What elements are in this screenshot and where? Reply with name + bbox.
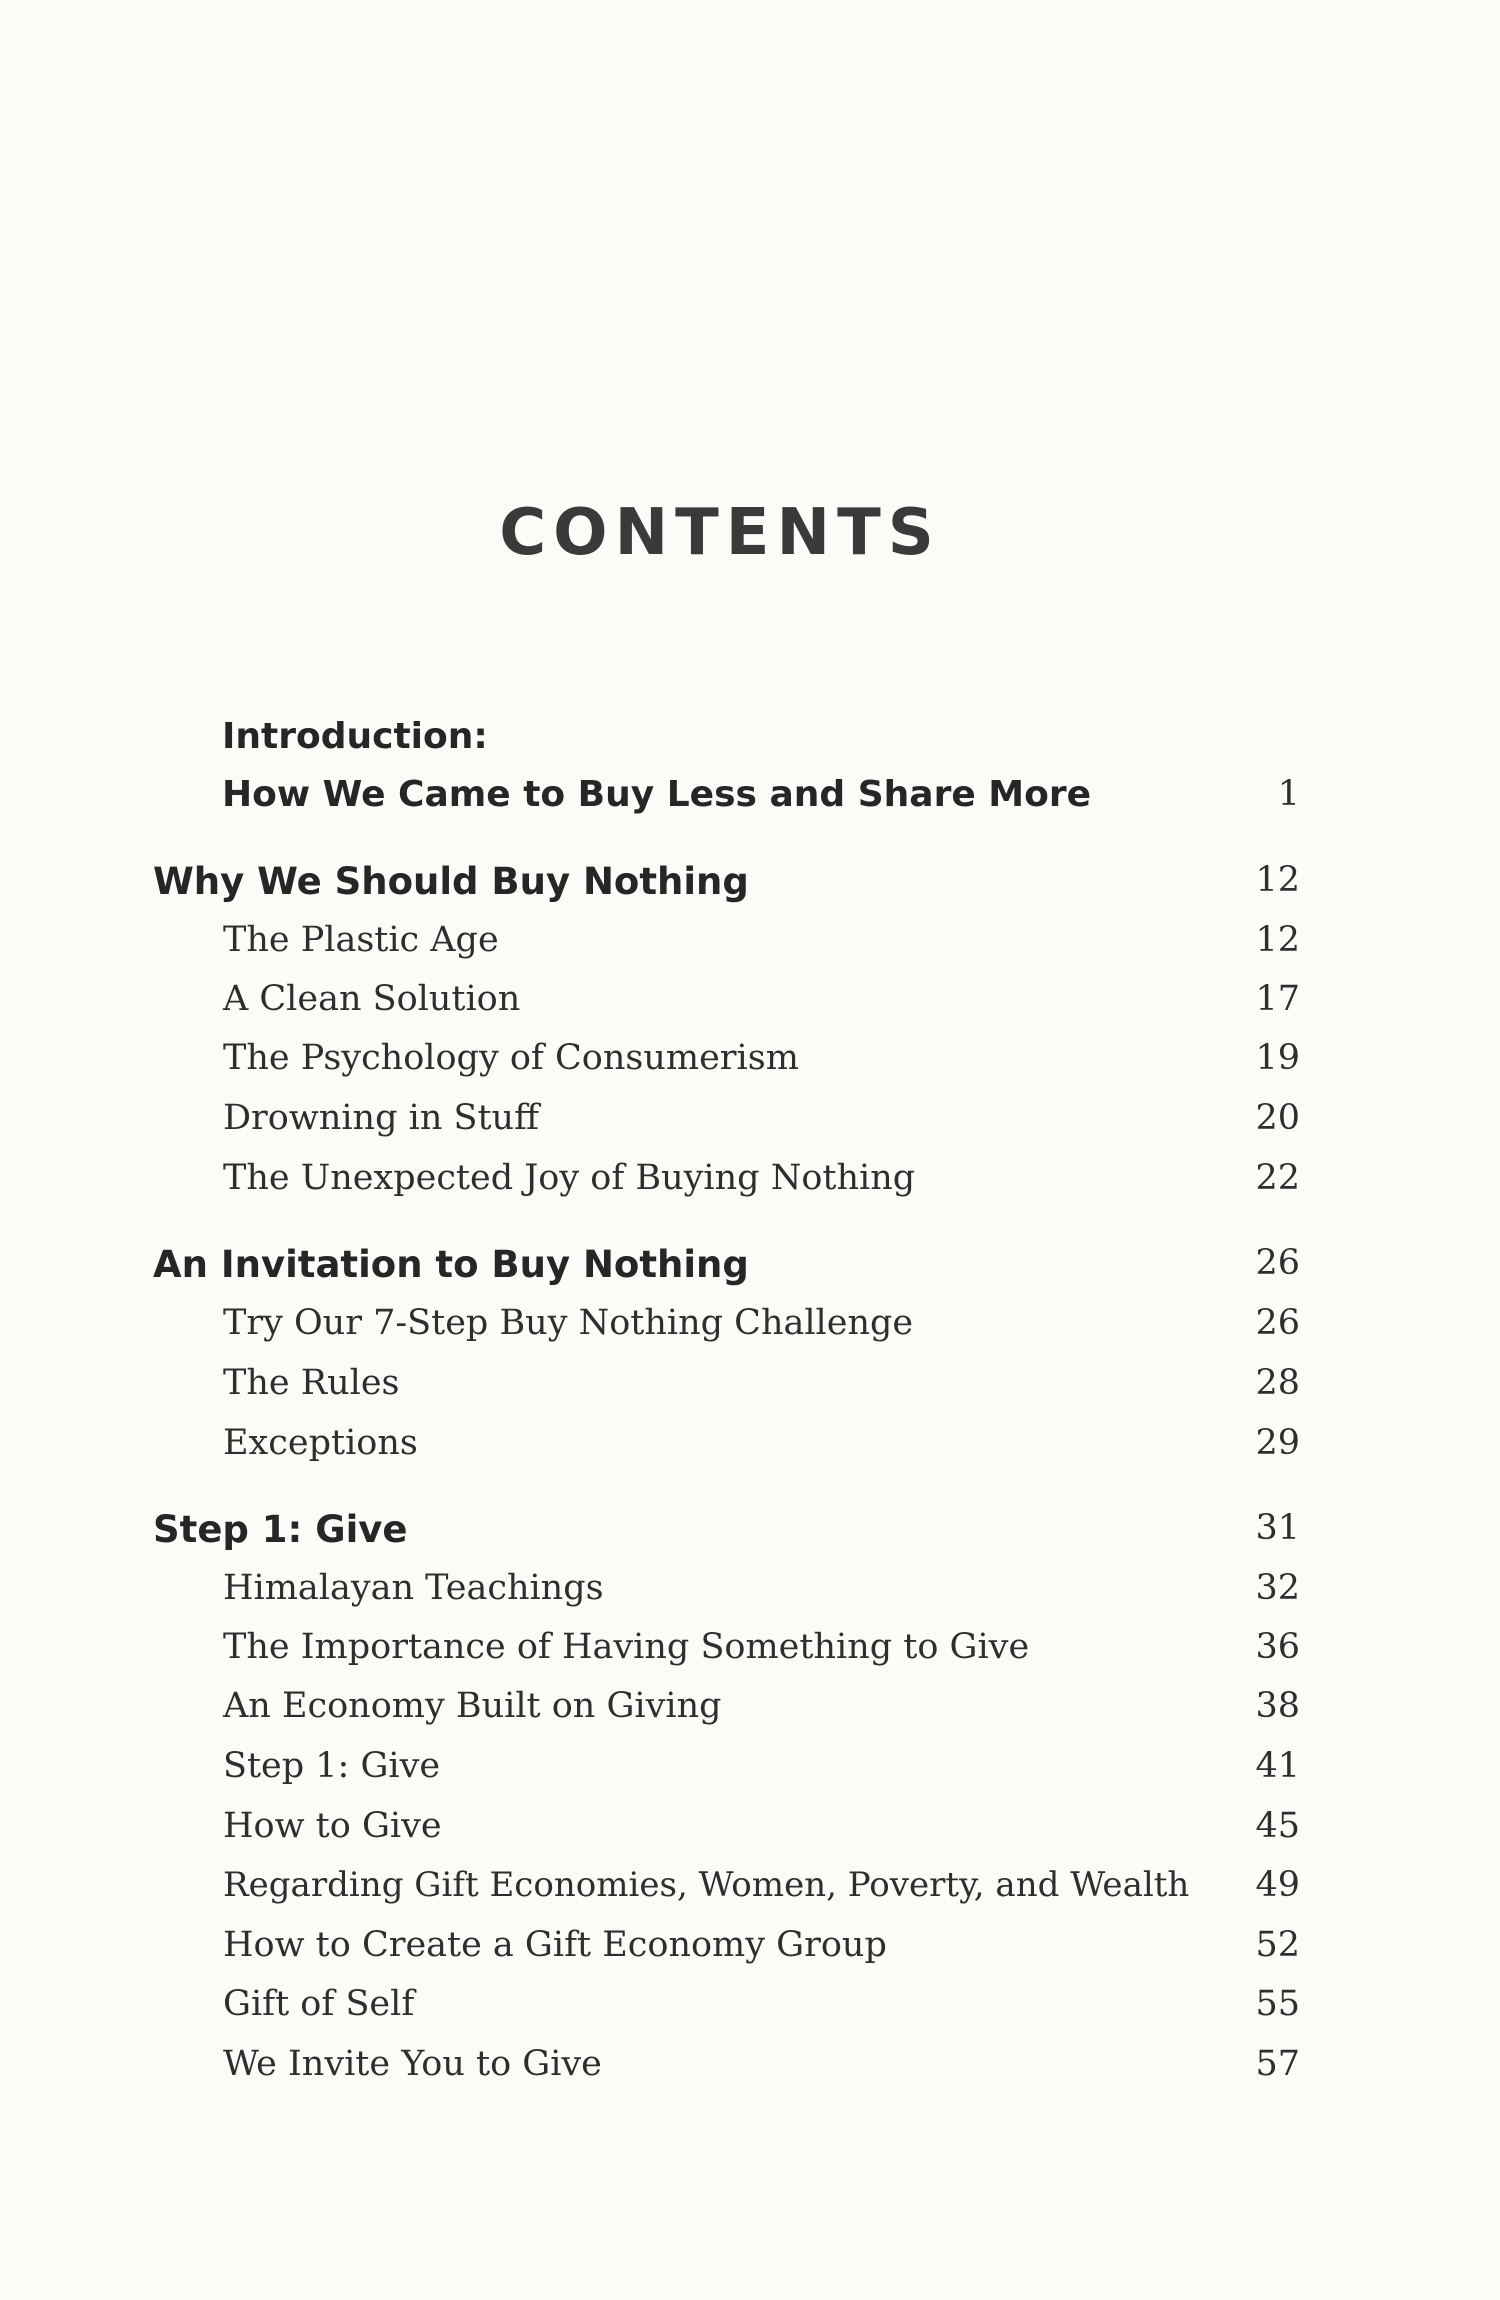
entry-title: Exceptions <box>223 1423 418 1463</box>
toc-section-heading <box>0 860 1500 920</box>
toc-entry <box>0 920 1500 980</box>
toc-intro-line1 <box>0 716 1500 776</box>
entry-page-number: 29 <box>1255 1423 1300 1463</box>
toc-entry <box>0 1568 1500 1628</box>
entry-page-number: 32 <box>1255 1568 1300 1608</box>
toc-entry <box>0 1098 1500 1158</box>
entry-title: The Rules <box>223 1363 400 1403</box>
entry-page-number: 55 <box>1255 1984 1300 2024</box>
entry-title: The Importance of Having Something to Give <box>223 1627 1030 1667</box>
entry-title: A Clean Solution <box>223 979 521 1019</box>
toc-entry <box>0 1984 1500 2044</box>
entry-page-number: 38 <box>1255 1686 1300 1726</box>
intro-title: How We Came to Buy Less and Share More <box>222 774 1091 815</box>
section-page-number: 12 <box>1255 860 1300 900</box>
entry-page-number: 19 <box>1255 1038 1300 1078</box>
toc-section-heading <box>0 1243 1500 1303</box>
entry-title: Step 1: Give <box>223 1746 441 1786</box>
toc-entry <box>0 1627 1500 1687</box>
section-page-number: 26 <box>1255 1243 1300 1283</box>
entry-title: The Psychology of Consumerism <box>223 1038 799 1078</box>
toc-entry <box>0 1303 1500 1363</box>
entry-title: How to Create a Gift Economy Group <box>223 1925 887 1965</box>
toc-intro-line2 <box>0 774 1500 834</box>
toc-section-heading <box>0 1508 1500 1568</box>
entry-page-number: 41 <box>1255 1746 1300 1786</box>
section-title: An Invitation to Buy Nothing <box>153 1243 749 1286</box>
entry-page-number: 52 <box>1255 1925 1300 1965</box>
toc-entry <box>0 1925 1500 1985</box>
entry-title: How to Give <box>223 1806 442 1846</box>
page-title: CONTENTS <box>499 496 941 570</box>
section-title: Why We Should Buy Nothing <box>153 860 749 903</box>
toc-entry <box>0 1363 1500 1423</box>
intro-page-number: 1 <box>1277 774 1300 814</box>
intro-label: Introduction: <box>222 716 488 757</box>
entry-title: Gift of Self <box>223 1984 415 2024</box>
toc-entry <box>0 1746 1500 1806</box>
entry-title: We Invite You to Give <box>223 2044 602 2084</box>
entry-page-number: 28 <box>1255 1363 1300 1403</box>
toc-entry <box>0 1158 1500 1218</box>
toc-entry <box>0 1038 1500 1098</box>
entry-title: An Economy Built on Giving <box>223 1686 722 1726</box>
entry-title: The Plastic Age <box>223 920 499 960</box>
entry-page-number: 36 <box>1255 1627 1300 1667</box>
entry-title: Drowning in Stuff <box>223 1098 539 1138</box>
section-title: Step 1: Give <box>153 1508 408 1551</box>
entry-page-number: 45 <box>1255 1806 1300 1846</box>
entry-page-number: 57 <box>1255 2044 1300 2084</box>
entry-page-number: 49 <box>1255 1865 1300 1905</box>
entry-title: Himalayan Teachings <box>223 1568 604 1608</box>
toc-entry <box>0 1686 1500 1746</box>
toc-entry <box>0 1865 1500 1925</box>
entry-page-number: 26 <box>1255 1303 1300 1343</box>
entry-page-number: 17 <box>1255 979 1300 1019</box>
section-page-number: 31 <box>1255 1508 1300 1548</box>
entry-title: The Unexpected Joy of Buying Nothing <box>223 1158 916 1198</box>
entry-page-number: 20 <box>1255 1098 1300 1138</box>
entry-page-number: 22 <box>1255 1158 1300 1198</box>
toc-entry <box>0 2044 1500 2104</box>
toc-entry <box>0 979 1500 1039</box>
entry-title: Try Our 7-Step Buy Nothing Challenge <box>223 1303 914 1343</box>
toc-entry <box>0 1423 1500 1483</box>
toc-entry <box>0 1806 1500 1866</box>
entry-page-number: 12 <box>1255 920 1300 960</box>
entry-title: Regarding Gift Economies, Women, Poverty, and Wealth <box>223 1865 1190 1905</box>
